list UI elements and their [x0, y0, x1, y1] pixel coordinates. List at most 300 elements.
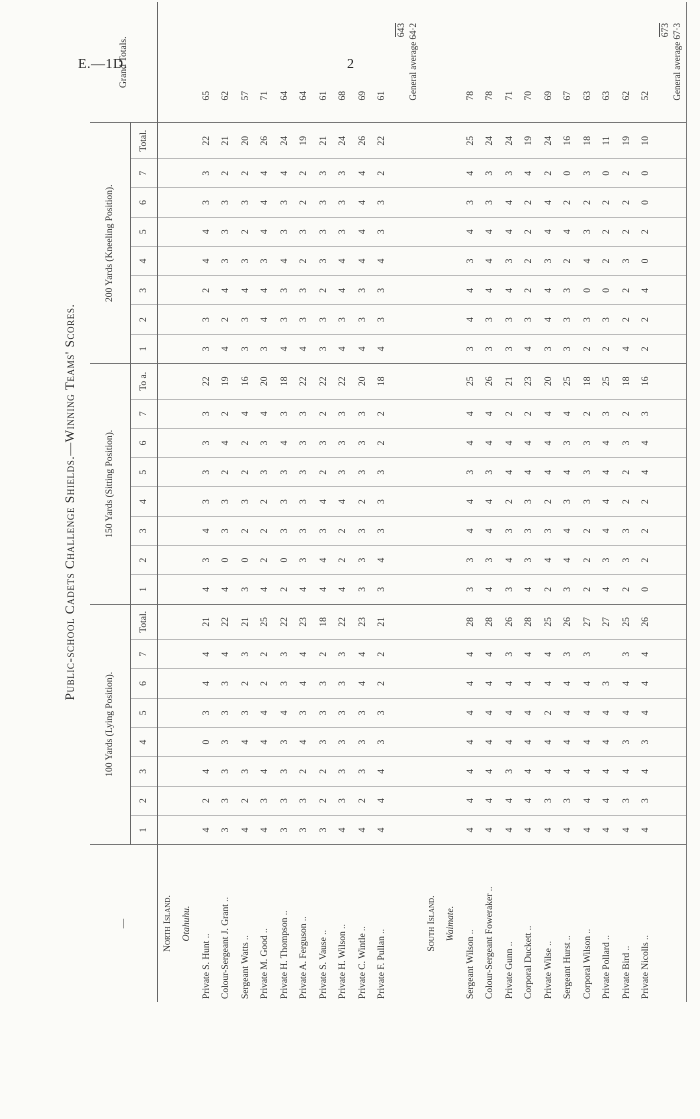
empty-cell	[656, 487, 687, 516]
shot-score: 3	[197, 188, 217, 217]
shot-score: 4	[539, 815, 559, 844]
range-total: 25	[461, 364, 481, 400]
empty-cell	[178, 575, 198, 604]
shot-score: 4	[295, 727, 315, 756]
shot-score: 2	[617, 159, 637, 188]
shot-score: 4	[197, 669, 217, 698]
empty-cell	[442, 604, 462, 640]
general-average: General average 67·3	[672, 23, 682, 101]
shot-score: 2	[598, 246, 618, 275]
leader-dots: ..	[221, 896, 232, 905]
shot-score: 3	[217, 246, 237, 275]
range-total: 16	[559, 123, 579, 159]
empty-cell	[656, 727, 687, 756]
empty-cell	[178, 305, 198, 334]
table-row	[617, 2, 637, 1002]
shot-score: 3	[481, 305, 501, 334]
shot-score: 3	[275, 305, 295, 334]
shot-score: 3	[334, 458, 354, 487]
shot-score: 4	[559, 757, 579, 786]
shot-score: 3	[461, 188, 481, 217]
shot-score: 4	[461, 727, 481, 756]
range-total: 23	[353, 604, 373, 640]
shot-score: 4	[217, 334, 237, 363]
shot-score: 4	[217, 575, 237, 604]
empty-cell	[158, 159, 178, 188]
empty-cell	[392, 604, 422, 640]
shot-score: 2	[578, 188, 598, 217]
shot-score: 3	[461, 458, 481, 487]
shot-score: 4	[256, 399, 276, 428]
shot-header-150-7: 7	[131, 399, 158, 428]
shot-score: 4	[295, 334, 315, 363]
shot-score: 2	[520, 276, 540, 305]
shot-score: 4	[578, 727, 598, 756]
shot-score: 4	[598, 428, 618, 457]
team-total: 643	[397, 23, 407, 38]
shot-score: 2	[373, 669, 393, 698]
shot-score: 3	[295, 276, 315, 305]
shot-score: 0	[598, 276, 618, 305]
shot-score: 3	[578, 428, 598, 457]
shot-score: 4	[256, 815, 276, 844]
shot-score: 2	[578, 516, 598, 545]
empty-cell	[158, 2, 178, 123]
cadet-name: Private M. Good	[260, 935, 271, 999]
shot-header-100-2: 2	[131, 786, 158, 815]
grand-total-cell	[256, 2, 276, 123]
page-reference: E.—1D.	[78, 57, 128, 72]
empty-cell	[178, 757, 198, 786]
shot-score: 4	[197, 217, 217, 246]
shot-score: 4	[500, 545, 520, 574]
empty-cell	[656, 399, 687, 428]
shot-score: 3	[578, 487, 598, 516]
range-total: 22	[295, 364, 315, 400]
shot-score: 2	[236, 159, 256, 188]
island-heading: North Island.	[162, 895, 173, 952]
shot-score: 4	[500, 815, 520, 844]
range-total: 20	[539, 364, 559, 400]
shot-score: 4	[500, 786, 520, 815]
leader-dots: ..	[641, 935, 652, 943]
empty-cell	[422, 815, 442, 844]
cadet-name: Colour-Sergeant Foweraker	[485, 893, 496, 999]
shot-score: 3	[275, 727, 295, 756]
cadet-name: Private Nicolls	[641, 942, 652, 999]
shot-score: 3	[275, 217, 295, 246]
shot-score: 4	[520, 786, 540, 815]
general-average: General average 64·2	[408, 23, 418, 101]
range-total: 18	[275, 364, 295, 400]
shot-score: 4	[353, 640, 373, 669]
range-total: 11	[598, 123, 618, 159]
shot-score: 2	[637, 334, 657, 363]
shot-score: 3	[314, 727, 334, 756]
empty-cell	[442, 458, 462, 487]
empty-cell	[656, 428, 687, 457]
shot-score: 2	[275, 575, 295, 604]
shot-score: 3	[197, 334, 217, 363]
shot-score: 4	[334, 575, 354, 604]
shot-score: 0	[197, 727, 217, 756]
shot-score: 3	[559, 575, 579, 604]
cadet-name-cell	[236, 845, 256, 1002]
leader-dots: ..	[524, 925, 535, 933]
range-total: 21	[500, 364, 520, 400]
shot-header-200-5: 5	[131, 217, 158, 246]
shot-score: 4	[637, 276, 657, 305]
range-total: 26	[256, 123, 276, 159]
shot-score: 3	[617, 516, 637, 545]
grand-total-cell	[275, 2, 295, 123]
empty-cell	[442, 575, 462, 604]
shot-score: 2	[295, 246, 315, 275]
grand-total-cell	[578, 2, 598, 123]
shot-score: 4	[334, 334, 354, 363]
shot-score: 4	[578, 698, 598, 727]
shot-score: 2	[598, 188, 618, 217]
shot-score: 4	[373, 246, 393, 275]
cadet-name: Colour-Sergeant J. Grant	[221, 904, 232, 999]
shot-score: 2	[520, 399, 540, 428]
shot-score: 2	[236, 669, 256, 698]
shot-score: 2	[617, 458, 637, 487]
shot-score: 4	[617, 757, 637, 786]
shot-score: 4	[197, 815, 217, 844]
shot-score: 3	[539, 246, 559, 275]
shot-score: 4	[598, 698, 618, 727]
shot-score: 4	[256, 305, 276, 334]
shot-score: 3	[334, 188, 354, 217]
shot-score: 3	[559, 305, 579, 334]
range-total: 18	[617, 364, 637, 400]
shot-score: 2	[617, 575, 637, 604]
empty-cell	[656, 757, 687, 786]
shot-score: 4	[353, 669, 373, 698]
shot-score: 3	[314, 428, 334, 457]
shot-header-150-2: 2	[131, 545, 158, 574]
empty-cell	[158, 334, 178, 363]
shot-score: 3	[500, 334, 520, 363]
cadet-name: Private Gunn	[504, 948, 515, 999]
empty-cell	[442, 815, 462, 844]
rotated-table-area	[62, 2, 682, 1002]
shot-score: 4	[559, 516, 579, 545]
shot-score: 0	[275, 545, 295, 574]
group-header-100: 100 Yards (Lying Position).	[90, 604, 131, 845]
cadet-name: Private A. Ferguson	[299, 923, 310, 999]
shot-score: 3	[236, 305, 256, 334]
range-total: 22	[217, 604, 237, 640]
shot-score: 0	[559, 159, 579, 188]
shot-score: 2	[637, 217, 657, 246]
range-total: 25	[539, 604, 559, 640]
shot-score: 2	[617, 487, 637, 516]
shot-score: 4	[461, 698, 481, 727]
shot-score: 2	[217, 458, 237, 487]
range-total: 24	[539, 123, 559, 159]
cadet-name-cell	[256, 845, 276, 1002]
team-total-block	[659, 23, 683, 100]
empty-cell	[178, 2, 198, 123]
shot-score: 4	[500, 458, 520, 487]
shot-score: 4	[334, 487, 354, 516]
range-total: 22	[197, 123, 217, 159]
empty-cell	[158, 305, 178, 334]
range-total: 19	[217, 364, 237, 400]
cadet-name: Private S. Vause	[318, 937, 329, 999]
shot-score: 3	[217, 757, 237, 786]
empty-cell	[392, 334, 422, 363]
empty-cell	[656, 246, 687, 275]
empty-cell	[158, 727, 178, 756]
shot-score: 4	[578, 786, 598, 815]
team-total-cell	[656, 2, 687, 123]
shot-score: 3	[598, 669, 618, 698]
grand-total-cell	[314, 2, 334, 123]
empty-cell	[656, 334, 687, 363]
grand-total: 69	[357, 90, 368, 101]
shot-score: 4	[539, 640, 559, 669]
shot-score: 3	[373, 217, 393, 246]
range-total: 22	[373, 123, 393, 159]
shot-score: 4	[197, 757, 217, 786]
shot-score: 4	[520, 757, 540, 786]
shot-score: 3	[617, 545, 637, 574]
shot-score: 4	[481, 516, 501, 545]
empty-cell	[158, 604, 178, 640]
shot-score: 4	[481, 487, 501, 516]
shot-score: 2	[617, 188, 637, 217]
shot-score: 4	[481, 640, 501, 669]
shot-score: 4	[598, 575, 618, 604]
shot-score: 3	[334, 786, 354, 815]
shot-score: 4	[461, 516, 481, 545]
shot-score: 2	[314, 276, 334, 305]
table-body	[158, 2, 687, 1002]
range-total: 21	[314, 123, 334, 159]
shot-score: 3	[275, 188, 295, 217]
shot-score: 4	[353, 188, 373, 217]
shot-score: 4	[481, 217, 501, 246]
cadet-name: Corporal Wilson	[582, 935, 593, 999]
range-total: 21	[236, 604, 256, 640]
shot-score: 2	[236, 516, 256, 545]
shot-score: 2	[295, 188, 315, 217]
shot-score: 3	[373, 188, 393, 217]
grand-total: 69	[543, 90, 554, 101]
shot-score: 2	[578, 399, 598, 428]
empty-cell	[178, 516, 198, 545]
leader-dots: ..	[279, 910, 290, 918]
shot-score: 3	[275, 757, 295, 786]
shot-score: 3	[217, 786, 237, 815]
shot-score: 3	[539, 786, 559, 815]
shot-score: 3	[373, 305, 393, 334]
empty-cell	[392, 640, 422, 669]
shot-score: 2	[295, 159, 315, 188]
shot-score: 2	[197, 276, 217, 305]
grand-total: 52	[641, 90, 652, 101]
cadet-name: Private Wilse	[543, 948, 554, 999]
shot-score: 4	[617, 669, 637, 698]
grand-total-cell	[481, 2, 501, 123]
shot-score: 3	[314, 188, 334, 217]
empty-cell	[158, 575, 178, 604]
shot-score: 3	[617, 428, 637, 457]
shot-score: 3	[314, 217, 334, 246]
shot-score: 3	[373, 458, 393, 487]
shot-score: 4	[314, 487, 334, 516]
shot-score: 4	[461, 487, 481, 516]
shot-score: 3	[314, 159, 334, 188]
shot-score: 4	[334, 815, 354, 844]
shot-score: 2	[539, 575, 559, 604]
shot-score: 4	[256, 727, 276, 756]
shot-score: 2	[617, 276, 637, 305]
shot-score: 4	[461, 399, 481, 428]
empty-cell	[392, 217, 422, 246]
leader-dots: ..	[504, 941, 515, 949]
shot-score: 3	[520, 305, 540, 334]
shot-score: 3	[314, 334, 334, 363]
empty-cell	[178, 604, 198, 640]
shot-score: 4	[539, 188, 559, 217]
range-total: 19	[520, 123, 540, 159]
empty-cell	[656, 276, 687, 305]
empty-cell	[392, 516, 422, 545]
shot-score: 3	[295, 815, 315, 844]
island-row	[422, 2, 442, 1002]
empty-cell	[158, 123, 178, 159]
leader-dots: ..	[563, 935, 574, 943]
shot-score: 3	[295, 545, 315, 574]
shot-score: 2	[539, 159, 559, 188]
shot-score: 2	[617, 305, 637, 334]
shot-score: 2	[617, 217, 637, 246]
group-header-150: 150 Yards (Sitting Position).	[90, 364, 131, 605]
empty-cell	[392, 399, 422, 428]
shot-score: 3	[295, 698, 315, 727]
shot-score: 4	[373, 786, 393, 815]
shot-score: 4	[539, 669, 559, 698]
shot-header-100-7: 7	[131, 640, 158, 669]
empty-cell	[178, 669, 198, 698]
empty-cell	[158, 545, 178, 574]
empty-cell	[422, 545, 442, 574]
shot-score: 4	[637, 669, 657, 698]
shot-score: 2	[637, 487, 657, 516]
shot-score: 3	[334, 428, 354, 457]
cadet-name: Private H. Thompson	[279, 917, 290, 999]
table-title: Public-school Cadets Challenge Shields.—Winning Teams' Scores.	[62, 303, 77, 701]
empty-cell	[422, 399, 442, 428]
shot-score: 3	[461, 545, 481, 574]
empty-cell	[392, 458, 422, 487]
range-total: 20	[256, 364, 276, 400]
leader-dots: ..	[377, 929, 388, 937]
empty-cell	[158, 246, 178, 275]
leader-dots: ..	[602, 935, 613, 943]
range-total: 23	[520, 364, 540, 400]
shot-score: 4	[256, 159, 276, 188]
empty-cell	[392, 159, 422, 188]
shot-score: 2	[578, 575, 598, 604]
grand-total-cell	[559, 2, 579, 123]
table-row	[637, 2, 657, 1002]
shot-score: 3	[217, 669, 237, 698]
shot-score: 3	[236, 334, 256, 363]
empty-cell	[392, 698, 422, 727]
shot-score: 3	[578, 458, 598, 487]
range-total: 24	[500, 123, 520, 159]
grand-total-cell	[637, 2, 657, 123]
shot-header-100-4: 4	[131, 727, 158, 756]
shot-score: 3	[275, 640, 295, 669]
shot-score: 2	[334, 545, 354, 574]
table-row	[295, 2, 315, 1002]
empty-cell	[422, 698, 442, 727]
shot-score: 4	[539, 428, 559, 457]
shot-score: 4	[481, 786, 501, 815]
shot-score: 2	[314, 786, 334, 815]
shot-score: 4	[256, 575, 276, 604]
table-row	[598, 2, 618, 1002]
shot-score: 2	[256, 669, 276, 698]
shot-score: 3	[197, 305, 217, 334]
shot-score: 4	[559, 217, 579, 246]
empty-cell	[392, 786, 422, 815]
shot-score: 3	[334, 669, 354, 698]
shot-score: 0	[236, 545, 256, 574]
cadet-name-cell	[217, 845, 237, 1002]
shot-score: 4	[197, 575, 217, 604]
empty-cell	[442, 188, 462, 217]
shot-score: 3	[314, 246, 334, 275]
empty-cell	[392, 188, 422, 217]
leader-dots: ..	[621, 945, 632, 953]
shot-score: 3	[197, 428, 217, 457]
shot-score: 4	[520, 458, 540, 487]
empty-cell	[422, 334, 442, 363]
leader-dots: ..	[201, 933, 212, 941]
empty-cell	[422, 217, 442, 246]
range-total: 16	[236, 364, 256, 400]
empty-cell	[158, 698, 178, 727]
range-total: 26	[559, 604, 579, 640]
leader-dots: ..	[465, 929, 476, 937]
cadet-name-cell	[598, 845, 618, 1002]
shot-score: 2	[637, 305, 657, 334]
shot-score: 3	[637, 786, 657, 815]
empty-cell	[158, 487, 178, 516]
shot-score: 2	[373, 640, 393, 669]
range-total: 25	[598, 364, 618, 400]
empty-cell	[442, 217, 462, 246]
shot-score: 2	[197, 786, 217, 815]
shot-score: 3	[617, 640, 637, 669]
shot-score: 4	[520, 428, 540, 457]
shot-score: 4	[598, 487, 618, 516]
shot-score: 3	[334, 399, 354, 428]
leader-dots: ..	[543, 940, 554, 949]
cadet-name: Private S. Hunt	[201, 940, 212, 999]
table-row	[539, 2, 559, 1002]
shot-score: 0	[578, 276, 598, 305]
shot-score: 3	[373, 727, 393, 756]
shot-score: 4	[197, 246, 217, 275]
